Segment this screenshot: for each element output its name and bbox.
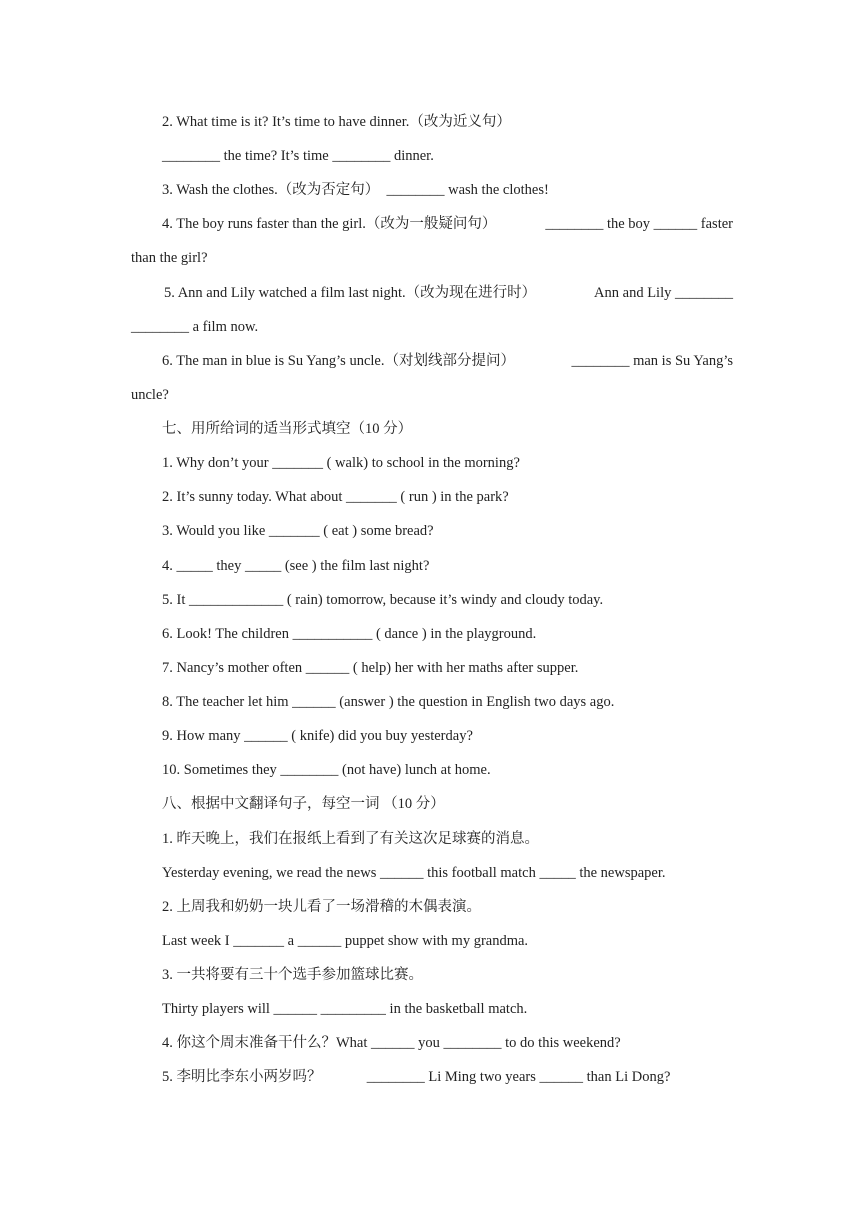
q6-4-line2: than the girl?: [131, 250, 208, 266]
s7-item-8: 8. The teacher let him ______ (answer ) the question in English two days ago.: [162, 694, 615, 710]
s7-item-7: 7. Nancy’s mother often ______ ( help) her with her maths after supper.: [162, 660, 579, 676]
q6-5-prompt: 5. Ann and Lily watched a film last night.（改为现在进行时）: [164, 285, 537, 301]
q6-5-answer: Ann and Lily ________: [594, 285, 733, 301]
s7-item-1: 1. Why don’t your _______ ( walk) to school in the morning?: [162, 455, 520, 471]
s8-item-2-cn: 2. 上周我和奶奶一块儿看了一场滑稽的木偶表演。: [162, 899, 481, 915]
q6-6-line2: uncle?: [131, 387, 169, 403]
s7-item-9: 9. How many ______ ( knife) did you buy yesterday?: [162, 728, 473, 744]
s7-item-3: 3. Would you like _______ ( eat ) some bread?: [162, 523, 434, 539]
q6-5-line2: ________ a film now.: [131, 319, 259, 335]
q6-4-line1: [162, 215, 733, 233]
s8-item-2-en: Last week I _______ a ______ puppet show with my grandma.: [162, 933, 529, 949]
section8-heading: 八、根据中文翻译句子，每空一词 （10 分）: [162, 796, 445, 812]
section7-heading: 七、用所给词的适当形式填空（10 分）: [162, 421, 413, 437]
q6-4-answer: ________ the boy ______ faster: [545, 216, 733, 232]
s8-item-1-cn: 1. 昨天晚上，我们在报纸上看到了有关这次足球赛的消息。: [162, 831, 539, 847]
s8-item-3-en: Thirty players will ______ _________ in the basketball match.: [162, 1001, 528, 1017]
s7-item-6: 6. Look! The children ___________ ( dance ) in the playground.: [162, 626, 537, 642]
q6-2-line2: ________ the time? It’s time ________ dinner.: [162, 148, 434, 164]
s8-item-3-cn: 3. 一共将要有三十个选手参加篮球比赛。: [162, 967, 423, 983]
q6-2-line1: 2. What time is it? It’s time to have dinner.（改为近义句）: [162, 114, 511, 130]
q6-6-answer: ________ man is Su Yang’s: [571, 353, 733, 369]
s7-item-5: 5. It _____________ ( rain) tomorrow, because it’s windy and cloudy today.: [162, 592, 604, 608]
q6-6-line1: [162, 352, 733, 370]
s7-item-2: 2. It’s sunny today. What about _______ ( run ) in the park?: [162, 489, 509, 505]
q6-4-prompt: 4. The boy runs faster than the girl.（改为一般疑问句）: [162, 216, 497, 232]
s8-item-5-en: ________ Li Ming two years ______ than Li Dong?: [366, 1069, 671, 1085]
s7-item-4: 4. _____ they _____ (see ) the film last night?: [162, 558, 430, 574]
q6-6-prompt: 6. The man in blue is Su Yang’s uncle.（对划线部分提问）: [162, 353, 515, 369]
s8-item-1-en: Yesterday evening, we read the news ______ this football match _____ the newspaper.: [162, 865, 666, 881]
s8-item-5: [162, 1068, 670, 1086]
q6-5-line1: [164, 284, 733, 302]
s8-item-4: 4. 你这个周末准备干什么？What ______ you ________ to do this weekend?: [162, 1035, 621, 1051]
s8-item-5-cn: 5. 李明比李东小两岁吗？: [162, 1069, 322, 1085]
s7-item-10: 10. Sometimes they ________ (not have) lunch at home.: [162, 762, 491, 778]
q6-3: 3. Wash the clothes.（改为否定句） ________ wash the clothes!: [162, 182, 549, 198]
